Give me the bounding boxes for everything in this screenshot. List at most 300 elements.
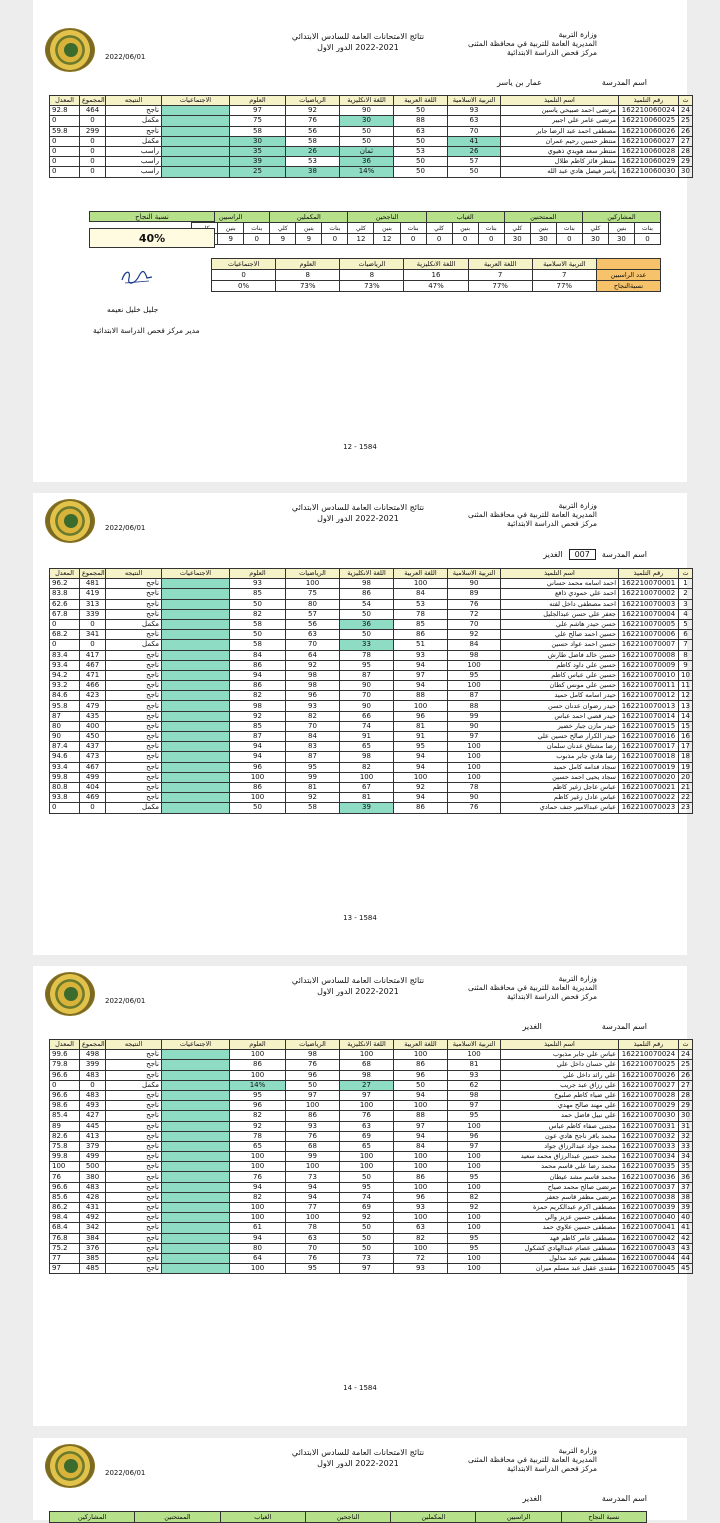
- cell-english: ثمان: [340, 146, 394, 156]
- cell-result: مكمل: [106, 116, 162, 126]
- cell-science: 84: [230, 650, 286, 660]
- cell-name: حسين احمد صالح علي: [501, 630, 619, 640]
- subject-pass-rate: 73%: [340, 281, 404, 292]
- cell-row-no: 19: [679, 762, 693, 772]
- pass-rate-value: 40%: [89, 228, 215, 248]
- cell-arabic: 86: [394, 1060, 448, 1070]
- table-row: [50, 782, 693, 792]
- cell-total: 339: [80, 609, 106, 619]
- cell-social: [162, 1090, 230, 1100]
- cell-social: [162, 1060, 230, 1070]
- cell-avg: 0: [50, 157, 80, 167]
- cell-social: [162, 640, 230, 650]
- cell-student-id: 162210070011: [619, 681, 679, 691]
- cell-total: 423: [80, 691, 106, 701]
- cell-islamic: 96: [448, 1131, 501, 1141]
- cell-science: 93: [230, 579, 286, 589]
- cell-math: 98: [286, 670, 340, 680]
- cell-arabic: 100: [394, 1213, 448, 1223]
- cell-avg: 99.8: [50, 1152, 80, 1162]
- cell-result: ناجح: [106, 1172, 162, 1182]
- table-row: [50, 630, 693, 640]
- cell-science: 85: [230, 589, 286, 599]
- table-row: [50, 1172, 693, 1182]
- cell-social: [162, 1080, 230, 1090]
- cell-math: 83: [286, 742, 340, 752]
- cell-math: 93: [286, 1121, 340, 1131]
- stats-sub-label: بنات: [634, 223, 660, 234]
- cell-row-no: 3: [679, 599, 693, 609]
- header-total: المجموع: [80, 569, 106, 579]
- stats-head-3: الناجحين: [348, 212, 426, 223]
- cell-math: 63: [286, 1233, 340, 1243]
- cell-total: 380: [80, 1172, 106, 1182]
- cell-avg: 79.8: [50, 1060, 80, 1070]
- header-science: العلوم: [230, 96, 286, 106]
- stats-value: 0: [452, 234, 478, 245]
- cell-math: 92: [286, 793, 340, 803]
- cell-english: 50: [340, 630, 394, 640]
- stats-sub-label: بنين: [608, 223, 634, 234]
- stats-sub-label: كلي: [504, 223, 530, 234]
- stats-head: الراسبين: [476, 1512, 561, 1523]
- cell-student-id: 162210070043: [619, 1243, 679, 1253]
- cell-total: 500: [80, 1162, 106, 1172]
- fail-count: 8: [276, 270, 340, 281]
- table-row: [50, 1101, 693, 1111]
- cell-science: 94: [230, 752, 286, 762]
- cell-total: 469: [80, 793, 106, 803]
- cell-avg: 62.6: [50, 599, 80, 609]
- cell-row-no: 29: [679, 157, 693, 167]
- cell-name: مصطفى احمد عبد الرضا جابر: [501, 126, 619, 136]
- cell-math: 94: [286, 1182, 340, 1192]
- cell-arabic: 50: [394, 106, 448, 116]
- cell-science: 82: [230, 1111, 286, 1121]
- cell-name: مرتضى احمد صبيحي ياسين: [501, 106, 619, 116]
- cell-row-no: 24: [679, 106, 693, 116]
- cell-english: 100: [340, 1050, 394, 1060]
- cell-result: ناجح: [106, 106, 162, 116]
- cell-total: 419: [80, 589, 106, 599]
- cell-result: ناجح: [106, 1213, 162, 1223]
- cell-name: مجتبى صفاء كاظم عباس: [501, 1121, 619, 1131]
- table-row: [50, 752, 693, 762]
- cell-total: 481: [80, 579, 106, 589]
- subject-head: العلوم: [276, 259, 340, 270]
- cell-english: 100: [340, 772, 394, 782]
- stats-head: الغياب: [220, 1512, 305, 1523]
- fail-count: 7: [468, 270, 532, 281]
- header-avg: المعدل: [50, 96, 80, 106]
- table-row: [50, 589, 693, 599]
- cell-science: 76: [230, 1172, 286, 1182]
- cell-avg: 0: [50, 1080, 80, 1090]
- cell-arabic: 72: [394, 1253, 448, 1263]
- cell-student-id: 162210070034: [619, 1152, 679, 1162]
- cell-arabic: 63: [394, 1223, 448, 1233]
- cell-science: 100: [230, 1213, 286, 1223]
- cell-avg: 99.6: [50, 1050, 80, 1060]
- cell-arabic: 86: [394, 803, 448, 813]
- cell-result: ناجح: [106, 1101, 162, 1111]
- cell-science: 75: [230, 116, 286, 126]
- directorate-name: المديرية العامة للتربية في محافظة المثنى: [468, 39, 597, 48]
- cell-islamic: 89: [448, 589, 501, 599]
- cell-name: عباس علي جابر مذبوب: [501, 1050, 619, 1060]
- cell-science: 50: [230, 803, 286, 813]
- ministry-logo: [45, 1444, 95, 1488]
- cell-student-id: 162210060028: [619, 146, 679, 156]
- cell-name: محمد باقر ناجح هادي عون: [501, 1131, 619, 1141]
- cell-islamic: 100: [448, 752, 501, 762]
- cell-total: 342: [80, 1223, 106, 1233]
- cell-english: 90: [340, 701, 394, 711]
- cell-arabic: 88: [394, 1111, 448, 1121]
- cell-name: حسين خالد فاضل طارش: [501, 650, 619, 660]
- center-name: مركز فحص الدراسة الابتدائية: [506, 519, 597, 528]
- cell-student-id: 162210070026: [619, 1070, 679, 1080]
- cell-result: ناجح: [106, 732, 162, 742]
- cell-result: ناجح: [106, 1050, 162, 1060]
- table-row: [50, 579, 693, 589]
- cell-english: 65: [340, 1141, 394, 1151]
- cell-math: 70: [286, 1243, 340, 1253]
- cell-name: مصطفى حسين عزيز والي: [501, 1213, 619, 1223]
- stats-head: الممتحنين: [135, 1512, 220, 1523]
- cell-avg: 93.2: [50, 681, 80, 691]
- signature-image: [119, 266, 155, 288]
- cell-math: 99: [286, 772, 340, 782]
- cell-total: 0: [80, 157, 106, 167]
- cell-science: 30: [230, 136, 286, 146]
- cell-math: 87: [286, 752, 340, 762]
- ministry-block: [407, 1446, 597, 1473]
- cell-total: 0: [80, 116, 106, 126]
- cell-islamic: 92: [448, 1203, 501, 1213]
- cell-math: 98: [286, 1050, 340, 1060]
- cell-math: 95: [286, 1264, 340, 1274]
- cell-row-no: 27: [679, 1080, 693, 1090]
- stats-value: 0: [556, 234, 582, 245]
- cell-science: 58: [230, 619, 286, 629]
- subject-pass-rate: 47%: [404, 281, 468, 292]
- cell-islamic: 95: [448, 1172, 501, 1182]
- cell-name: حيدر رضوان عدنان حسن: [501, 701, 619, 711]
- cell-islamic: 98: [448, 1090, 501, 1100]
- cell-student-id: 162210070006: [619, 630, 679, 640]
- cell-result: ناجح: [106, 793, 162, 803]
- school-label: اسم المدرسة: [601, 1022, 647, 1031]
- center-name: مركز فحص الدراسة الابتدائية: [506, 1464, 597, 1473]
- cell-science: 39: [230, 157, 286, 167]
- cell-row-no: 12: [679, 691, 693, 701]
- table-row: [50, 1264, 693, 1274]
- cell-english: 98: [340, 1070, 394, 1080]
- cell-avg: 75.2: [50, 1243, 80, 1253]
- cell-total: 467: [80, 762, 106, 772]
- cell-avg: 76.8: [50, 1233, 80, 1243]
- cell-english: 50: [340, 1233, 394, 1243]
- cell-islamic: 97: [448, 1101, 501, 1111]
- cell-name: علي ضياء كاظم صلبوخ: [501, 1090, 619, 1100]
- table-row: [50, 136, 693, 146]
- cell-social: [162, 1111, 230, 1121]
- cell-science: 50: [230, 599, 286, 609]
- cell-student-id: 162210060025: [619, 116, 679, 126]
- stats-value: 30: [530, 234, 556, 245]
- header-science: العلوم: [230, 569, 286, 579]
- cell-result: ناجح: [106, 681, 162, 691]
- cell-row-no: 31: [679, 1121, 693, 1131]
- cell-total: 413: [80, 1131, 106, 1141]
- cell-student-id: 162210070008: [619, 650, 679, 660]
- cell-row-no: 28: [679, 146, 693, 156]
- center-name: مركز فحص الدراسة الابتدائية: [506, 992, 597, 1001]
- cell-science: 100: [230, 1162, 286, 1172]
- cell-islamic: 88: [448, 701, 501, 711]
- cell-avg: 86.2: [50, 1203, 80, 1213]
- cell-science: 94: [230, 670, 286, 680]
- cell-math: 76: [286, 1060, 340, 1070]
- ministry-name: وزارة التربية: [558, 1446, 597, 1455]
- cell-name: سجاد قدامه كامل حميد: [501, 762, 619, 772]
- cell-social: [162, 589, 230, 599]
- cell-name: محمد رضا علي قاسم محمد: [501, 1162, 619, 1172]
- cell-english: 100: [340, 1101, 394, 1111]
- table-row: [50, 1162, 693, 1172]
- title-line-1: نتائج الامتحانات العامة للسادس الابتدائي: [291, 503, 425, 512]
- cell-islamic: 99: [448, 711, 501, 721]
- cell-math: 58: [286, 136, 340, 146]
- cell-result: راسب: [106, 167, 162, 177]
- cell-result: ناجح: [106, 1152, 162, 1162]
- cell-social: [162, 782, 230, 792]
- cell-islamic: 57: [448, 157, 501, 167]
- cell-english: 74: [340, 721, 394, 731]
- ministry-name: وزارة التربية: [558, 501, 597, 510]
- cell-social: [162, 691, 230, 701]
- cell-name: علي حسان داخل علي: [501, 1060, 619, 1070]
- cell-student-id: 162210070037: [619, 1182, 679, 1192]
- cell-result: ناجح: [106, 721, 162, 731]
- cell-arabic: 50: [394, 157, 448, 167]
- cell-total: 384: [80, 1233, 106, 1243]
- cell-row-no: 33: [679, 1141, 693, 1151]
- subject-stats-table: [211, 258, 661, 292]
- directorate-name: المديرية العامة للتربية في محافظة المثنى: [468, 983, 597, 992]
- cell-student-id: 162210070040: [619, 1213, 679, 1223]
- cell-math: 70: [286, 721, 340, 731]
- cell-english: 66: [340, 711, 394, 721]
- center-name: مركز فحص الدراسة الابتدائية: [506, 48, 597, 57]
- cell-avg: 84.6: [50, 691, 80, 701]
- cell-math: 76: [286, 116, 340, 126]
- table-row: [50, 126, 693, 136]
- cell-islamic: 70: [448, 619, 501, 629]
- cell-math: 64: [286, 650, 340, 660]
- cell-row-no: 38: [679, 1192, 693, 1202]
- table-row: [50, 1090, 693, 1100]
- cell-arabic: 96: [394, 711, 448, 721]
- cell-name: علي نبيل فاضل حمد: [501, 1111, 619, 1121]
- cell-total: 499: [80, 1152, 106, 1162]
- table-row: [50, 116, 693, 126]
- cell-arabic: 100: [394, 1243, 448, 1253]
- header-math: الرياضيات: [286, 96, 340, 106]
- cell-avg: 0: [50, 167, 80, 177]
- cell-student-id: 162210070041: [619, 1223, 679, 1233]
- cell-row-no: 43: [679, 1243, 693, 1253]
- fail-count: 8: [340, 270, 404, 281]
- cell-math: 95: [286, 762, 340, 772]
- subject-pass-rate: 77%: [532, 281, 596, 292]
- cell-science: 82: [230, 691, 286, 701]
- cell-avg: 0: [50, 136, 80, 146]
- cell-english: 14%: [340, 167, 394, 177]
- cell-result: ناجح: [106, 701, 162, 711]
- table-row: [50, 1192, 693, 1202]
- cell-student-id: 162210070001: [619, 579, 679, 589]
- summary-stats-head-partial: [49, 1511, 647, 1523]
- cell-english: 50: [340, 1243, 394, 1253]
- cell-arabic: 93: [394, 650, 448, 660]
- stats-sub-label: كلي: [348, 223, 374, 234]
- cell-total: 479: [80, 701, 106, 711]
- cell-social: [162, 1192, 230, 1202]
- cell-name: احمد مصطفى داخل لفته: [501, 599, 619, 609]
- cell-row-no: 26: [679, 126, 693, 136]
- cell-row-no: 6: [679, 630, 693, 640]
- cell-name: عباس عاجل زغير كاظم: [501, 782, 619, 792]
- cell-science: 14%: [230, 1080, 286, 1090]
- cell-row-no: 39: [679, 1203, 693, 1213]
- header-student-id: رقم التلميذ: [619, 569, 679, 579]
- header-arabic: اللغة العربية: [394, 96, 448, 106]
- subject-head: التربية الاسلامية: [532, 259, 596, 270]
- page-15: [33, 1438, 687, 1520]
- ministry-name: وزارة التربية: [558, 30, 597, 39]
- cell-name: حسين علي عباس كاظم: [501, 670, 619, 680]
- table-row: [50, 1203, 693, 1213]
- stats-head: المكملين: [391, 1512, 476, 1523]
- cell-math: 56: [286, 619, 340, 629]
- cell-science: 85: [230, 721, 286, 731]
- cell-total: 464: [80, 106, 106, 116]
- cell-social: [162, 762, 230, 772]
- cell-student-id: 162210070014: [619, 711, 679, 721]
- cell-total: 437: [80, 742, 106, 752]
- cell-avg: 94.6: [50, 752, 80, 762]
- cell-student-id: 162210070010: [619, 670, 679, 680]
- page-number: 12 - 1584: [343, 443, 377, 451]
- cell-math: 81: [286, 782, 340, 792]
- cell-row-no: 27: [679, 136, 693, 146]
- cell-social: [162, 650, 230, 660]
- cell-student-id: 162210070030: [619, 1111, 679, 1121]
- cell-row-no: 30: [679, 1111, 693, 1121]
- cell-arabic: 88: [394, 691, 448, 701]
- cell-student-id: 162210070019: [619, 762, 679, 772]
- cell-arabic: 53: [394, 146, 448, 156]
- cell-social: [162, 752, 230, 762]
- cell-islamic: 90: [448, 579, 501, 589]
- cell-total: 385: [80, 1253, 106, 1263]
- table-row: [50, 1121, 693, 1131]
- cell-total: 417: [80, 650, 106, 660]
- header-islamic: التربية الاسلامية: [448, 569, 501, 579]
- cell-row-no: 36: [679, 1172, 693, 1182]
- cell-english: 68: [340, 1060, 394, 1070]
- cell-row-no: 16: [679, 732, 693, 742]
- cell-student-id: 162210070039: [619, 1203, 679, 1213]
- table-header: [50, 96, 693, 106]
- cell-islamic: 100: [448, 1213, 501, 1223]
- cell-social: [162, 1203, 230, 1213]
- cell-student-id: 162210070004: [619, 609, 679, 619]
- subject-head: الرياضيات: [340, 259, 404, 270]
- cell-student-id: 162210070025: [619, 1060, 679, 1070]
- cell-social: [162, 1253, 230, 1263]
- cell-arabic: 94: [394, 681, 448, 691]
- cell-science: 100: [230, 793, 286, 803]
- cell-social: [162, 167, 230, 177]
- table-row: [50, 732, 693, 742]
- cell-english: 82: [340, 762, 394, 772]
- table-row: [50, 650, 693, 660]
- cell-avg: 98.6: [50, 1101, 80, 1111]
- cell-avg: 82.6: [50, 1131, 80, 1141]
- stats-value: 30: [608, 234, 634, 245]
- cell-avg: 94.2: [50, 670, 80, 680]
- cell-islamic: 100: [448, 1162, 501, 1172]
- cell-result: ناجح: [106, 650, 162, 660]
- cell-english: 97: [340, 1090, 394, 1100]
- cell-social: [162, 1223, 230, 1233]
- cell-islamic: 100: [448, 1223, 501, 1233]
- directorate-name: المديرية العامة للتربية في محافظة المثنى: [468, 510, 597, 519]
- cell-row-no: 28: [679, 1090, 693, 1100]
- ministry-block: [407, 974, 597, 1001]
- cell-avg: 85.6: [50, 1192, 80, 1202]
- cell-name: رضا مشتاق عدنان سلمان: [501, 742, 619, 752]
- cell-social: [162, 772, 230, 782]
- table-row: [50, 1152, 693, 1162]
- header-arabic: اللغة العربية: [394, 1040, 448, 1050]
- cell-social: [162, 1050, 230, 1060]
- school-name: الغدير: [522, 1022, 542, 1031]
- cell-total: 0: [80, 167, 106, 177]
- cell-student-id: 162210070015: [619, 721, 679, 731]
- cell-islamic: 90: [448, 721, 501, 731]
- cell-total: 399: [80, 1060, 106, 1070]
- cell-social: [162, 136, 230, 146]
- subject-head: اللغة العربية: [468, 259, 532, 270]
- cell-student-id: 162210070013: [619, 701, 679, 711]
- cell-science: 96: [230, 1101, 286, 1111]
- cell-avg: 80.8: [50, 782, 80, 792]
- cell-name: مرتضى صالح محمد صياح: [501, 1182, 619, 1192]
- cell-science: 100: [230, 1264, 286, 1274]
- header-islamic: التربية الاسلامية: [448, 96, 501, 106]
- cell-result: ناجح: [106, 1060, 162, 1070]
- cell-avg: 96.2: [50, 579, 80, 589]
- school-label: اسم المدرسة: [601, 550, 647, 559]
- cell-student-id: 162210070003: [619, 599, 679, 609]
- cell-name: حيدر مازن جبار خضير: [501, 721, 619, 731]
- cell-english: 95: [340, 1182, 394, 1192]
- cell-name: مرتضى عامر علي اجبير: [501, 116, 619, 126]
